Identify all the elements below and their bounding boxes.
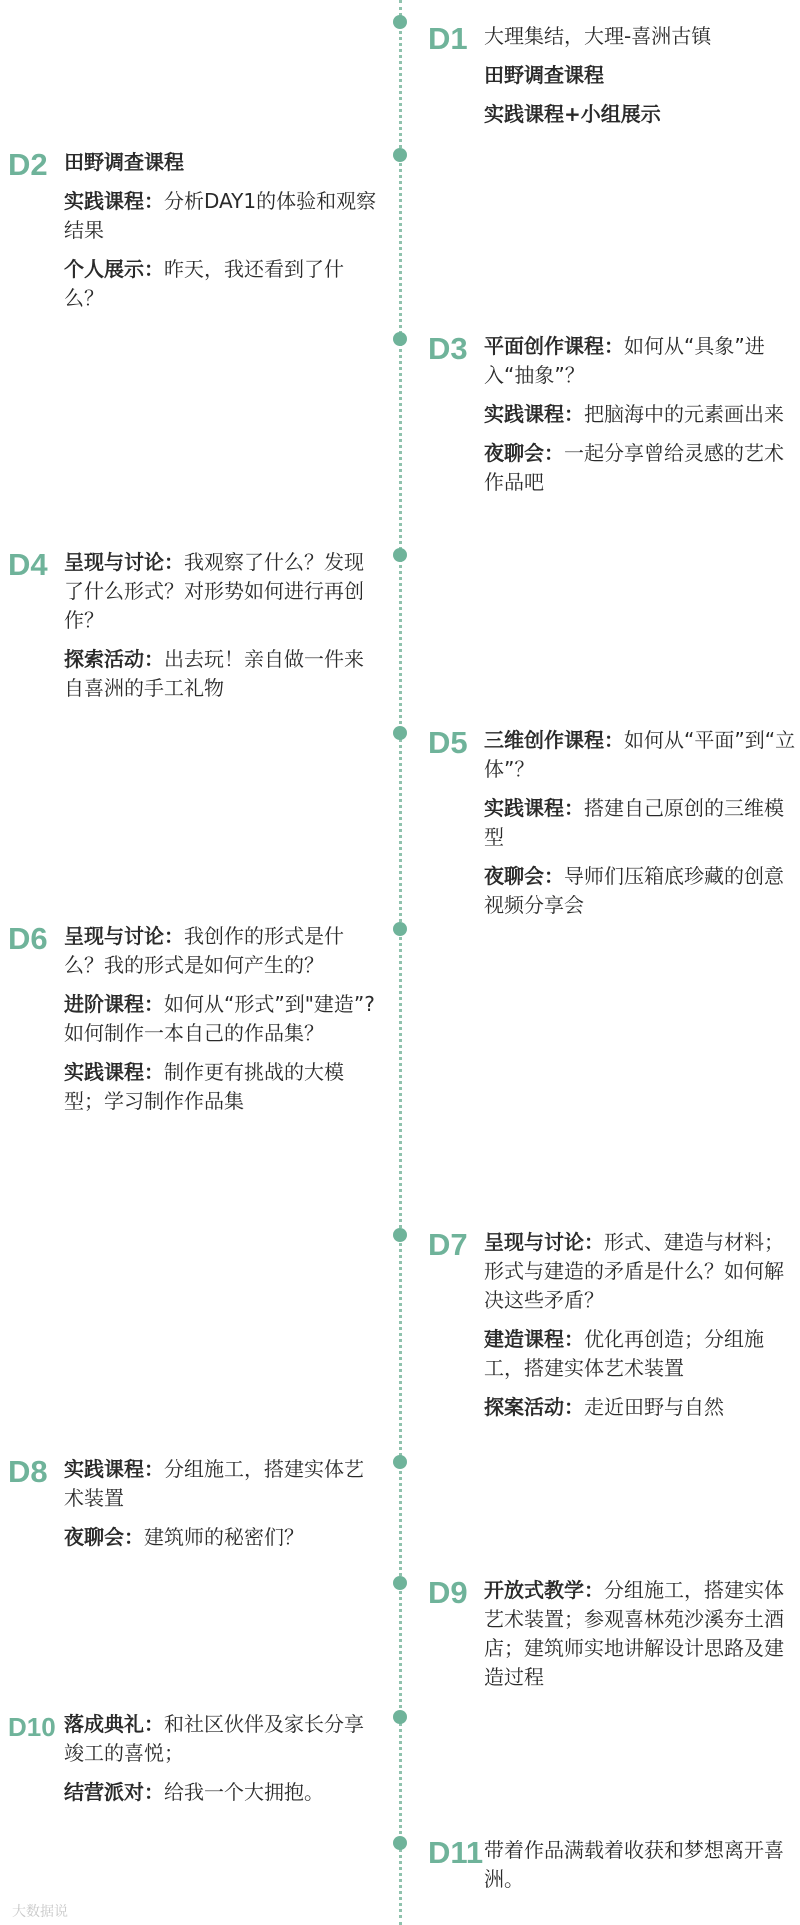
timeline-dot — [393, 148, 407, 162]
day-number: D2 — [8, 147, 48, 182]
timeline-dotted-line — [399, 0, 402, 1925]
schedule-item: 田野调查课程 — [484, 63, 604, 87]
schedule-item: 实践课程：制作更有挑战的大模型；学习制作作品集 — [64, 1060, 344, 1113]
schedule-item: 夜聊会：建筑师的秘密们？ — [64, 1525, 304, 1549]
day-content — [484, 1836, 800, 1904]
timeline-dot — [393, 1455, 407, 1469]
day-content — [484, 332, 800, 507]
schedule-item: 建造课程：优化再创造；分组施工，搭建实体艺术装置 — [484, 1327, 764, 1380]
timeline-dot — [393, 1710, 407, 1724]
schedule-item: 平面创作课程：如何从“具象”进入“抽象”？ — [484, 334, 765, 387]
schedule-item: 大理集结，大理-喜洲古镇 — [484, 24, 712, 48]
schedule-item: 实践课程：把脑海中的元素画出来 — [484, 402, 784, 426]
day-content — [64, 148, 383, 323]
schedule-item: 开放式教学：分组施工，搭建实体艺术装置；参观喜林苑沙溪夯土酒店；建筑师实地讲解设计思路及建造过程 — [484, 1578, 784, 1689]
day-number: D4 — [8, 547, 48, 582]
day-content — [64, 1710, 383, 1817]
schedule-item: 实践课程：分析DAY1的体验和观察结果 — [64, 189, 377, 242]
watermark: 大数据说 — [12, 1903, 68, 1919]
day-number: D10 — [8, 1712, 56, 1742]
schedule-item: 田野调查课程 — [64, 150, 184, 174]
day-number: D9 — [428, 1575, 468, 1610]
day-number: D8 — [8, 1454, 48, 1489]
schedule-item: 探索活动：出去玩！亲自做一件来自喜洲的手工礼物 — [64, 647, 364, 700]
timeline-dot — [393, 922, 407, 936]
timeline-dot — [393, 15, 407, 29]
day-content — [484, 1228, 800, 1432]
schedule-item: 三维创作课程：如何从“平面”到“立体”？ — [484, 728, 796, 781]
day-number: D3 — [428, 331, 468, 366]
schedule-item: 实践课程：分组施工，搭建实体艺术装置 — [64, 1457, 364, 1510]
day-content — [484, 726, 800, 930]
timeline-dot — [393, 1836, 407, 1850]
schedule-item: 实践课程：搭建自己原创的三维模型 — [484, 796, 784, 849]
schedule-item: 实践课程+小组展示 — [484, 102, 661, 126]
timeline-dot — [393, 1228, 407, 1242]
day-content — [64, 1455, 383, 1562]
schedule-item: 夜聊会：导师们压箱底珍藏的创意视频分享会 — [484, 864, 784, 917]
day-content — [484, 1576, 800, 1702]
day-number: D6 — [8, 921, 48, 956]
day-number: D5 — [428, 725, 468, 760]
schedule-item: 探案活动：走近田野与自然 — [484, 1395, 724, 1419]
schedule-item: 进阶课程：如何从“形式”到"建造”?如何制作一本自己的作品集？ — [64, 992, 375, 1045]
timeline-dot — [393, 548, 407, 562]
day-number: D11 — [428, 1835, 484, 1870]
schedule-item: 呈现与讨论：我观察了什么？发现了什么形式？对形势如何进行再创作？ — [64, 550, 364, 632]
schedule-item: 呈现与讨论：形式、建造与材料；形式与建造的矛盾是什么？如何解决这些矛盾？ — [484, 1230, 784, 1312]
day-content — [64, 548, 383, 713]
schedule-item: 落成典礼：和社区伙伴及家长分享竣工的喜悦； — [64, 1712, 364, 1765]
day-content — [484, 22, 800, 139]
day-number: D7 — [428, 1227, 468, 1262]
schedule-item: 个人展示：昨天，我还看到了什么？ — [64, 257, 344, 310]
timeline-dot — [393, 726, 407, 740]
day-number: D1 — [428, 21, 468, 56]
schedule-item: 夜聊会：一起分享曾给灵感的艺术作品吧 — [484, 441, 784, 494]
day-content — [64, 922, 383, 1126]
schedule-item: 呈现与讨论：我创作的形式是什么？我的形式是如何产生的？ — [64, 924, 344, 977]
schedule-item: 结营派对：给我一个大拥抱。 — [64, 1780, 324, 1804]
timeline-dot — [393, 332, 407, 346]
timeline-dot — [393, 1576, 407, 1590]
schedule-item: 带着作品满载着收获和梦想离开喜洲。 — [484, 1838, 784, 1891]
